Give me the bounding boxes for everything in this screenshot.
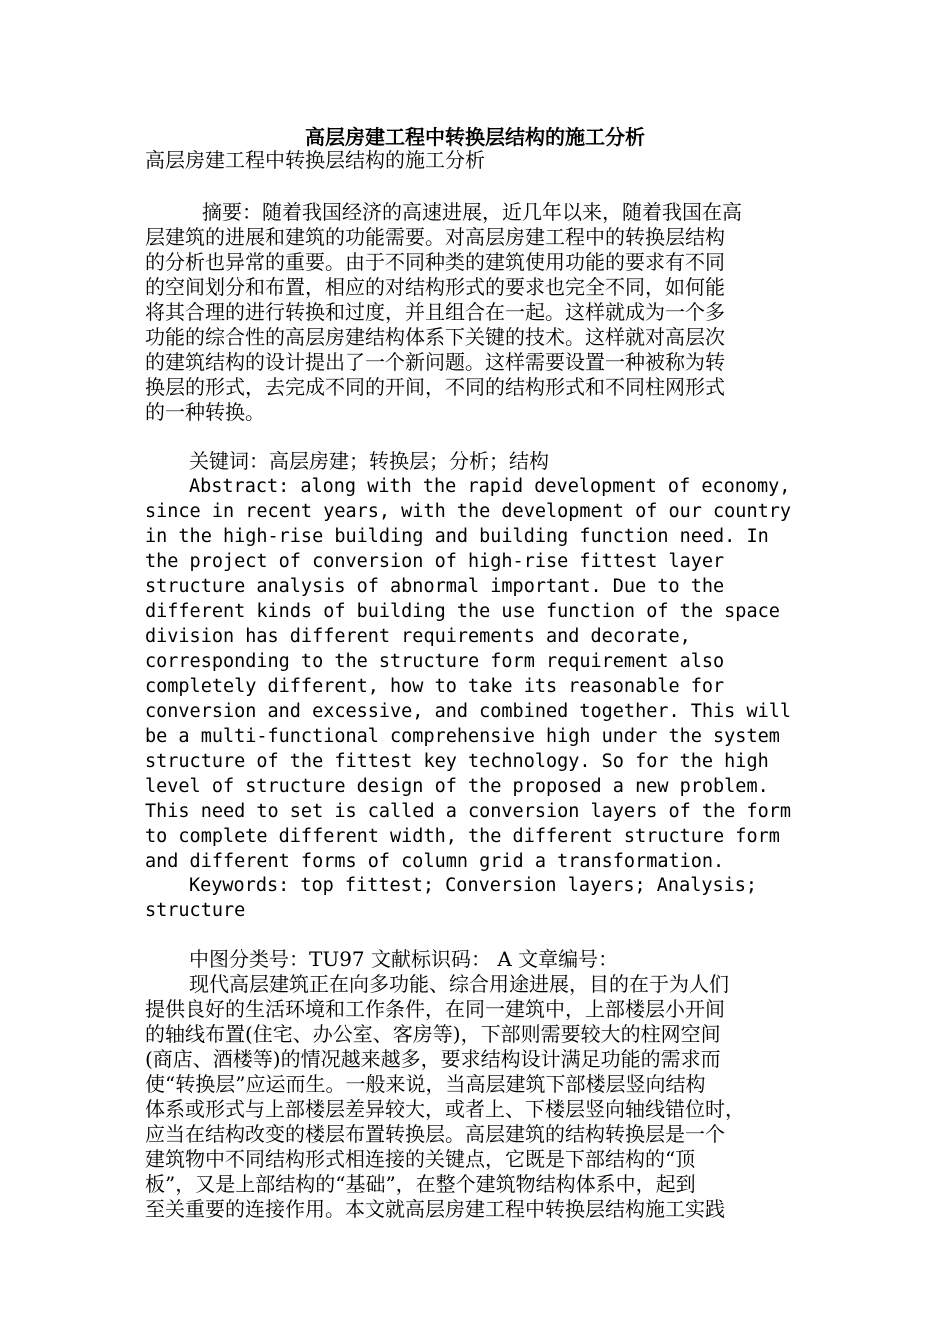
abstract-en-line: structure analysis of abnormal important. Due to the — [145, 576, 725, 597]
abstract-cn-line: 功能的综合性的高层房建结构体系下关键的技术。这样就对高层次 — [145, 325, 725, 349]
abstract-cn-line: 的分析也异常的重要。由于不同种类的建筑使用功能的要求有不同 — [145, 250, 725, 274]
body-cn-line: (商店、酒楼等)的情况越来越多，要求结构设计满足功能的需求而 — [145, 1047, 721, 1071]
body-cn-line: 建筑物中不同结构形式相连接的关键点，它既是下部结构的“顶 — [145, 1147, 696, 1171]
abstract-cn-line: 层建筑的进展和建筑的功能需要。对高层房建工程中的转换层结构 — [145, 225, 725, 249]
abstract-en-line: and different forms of column grid a transformation. — [145, 851, 725, 872]
body-cn-line: 的轴线布置(住宅、办公室、客房等)，下部则需要较大的柱网空间 — [145, 1022, 721, 1046]
body-cn-line: 提供良好的生活环境和工作条件，在同一建筑中，上部楼层小开间 — [145, 997, 725, 1021]
abstract-en-line: structure of the fittest key technology. So for the high — [145, 751, 769, 772]
body-cn-line: 使“转换层”应运而生。一般来说，当高层建筑下部楼层竖向结构 — [145, 1072, 706, 1096]
document-subtitle: 高层房建工程中转换层结构的施工分析 — [145, 148, 485, 172]
abstract-en-line: conversion and excessive, and combined together. This will — [145, 701, 792, 722]
abstract-en-line: division has different requirements and decorate, — [145, 626, 691, 647]
abstract-cn-line: 的建筑结构的设计提出了一个新问题。这样需要设置一种被称为转 — [145, 350, 725, 374]
abstract-cn-line: 将其合理的进行转换和过度，并且组合在一起。这样就成为一个多 — [145, 300, 725, 324]
abstract-cn-line: 的一种转换。 — [145, 400, 265, 424]
classification-line: 中图分类号：TU97 文献标识码： A 文章编号： — [189, 947, 619, 971]
keywords-en-line: structure — [145, 900, 246, 921]
abstract-cn-line: 的空间划分和布置，相应的对结构形式的要求也完全不同，如何能 — [145, 275, 725, 299]
keywords-en-line: Keywords: top fittest; Conversion layers; Analysis; — [189, 875, 758, 896]
abstract-en-line: corresponding to the structure form requirement also — [145, 651, 725, 672]
abstract-en-line: to complete different width, the different structure form — [145, 826, 780, 847]
abstract-cn-line: 摘要：随着我国经济的高速进展，近几年以来，随着我国在高 — [202, 200, 742, 224]
document-title: 高层房建工程中转换层结构的施工分析 — [305, 125, 645, 149]
keywords-cn: 关键词：高层房建；转换层；分析；结构 — [189, 449, 549, 473]
abstract-en-line: be a multi-functional comprehensive high under the system — [145, 726, 780, 747]
abstract-cn-line: 换层的形式，去完成不同的开间，不同的结构形式和不同柱网形式 — [145, 375, 725, 399]
abstract-en-line: completely different, how to take its reasonable for — [145, 676, 725, 697]
body-cn-line: 至关重要的连接作用。本文就高层房建工程中转换层结构施工实践 — [145, 1197, 725, 1221]
body-cn-line: 体系或形式与上部楼层差异较大，或者上、下楼层竖向轴线错位时， — [145, 1097, 745, 1121]
abstract-en-line: This need to set is called a conversion layers of the form — [145, 801, 792, 822]
abstract-en-line: different kinds of building the use function of the space — [145, 601, 780, 622]
abstract-en-line: level of structure design of the proposed a new problem. — [145, 776, 769, 797]
body-cn-line: 应当在结构改变的楼层布置转换层。高层建筑的结构转换层是一个 — [145, 1122, 725, 1146]
abstract-en-line: the project of conversion of high-rise fittest layer — [145, 551, 725, 572]
abstract-en-line: since in recent years, with the development of our country — [145, 501, 792, 522]
body-cn-line: 现代高层建筑正在向多功能、综合用途进展，目的在于为人们 — [189, 972, 729, 996]
abstract-en-line: Abstract: along with the rapid development of economy, — [189, 476, 791, 497]
body-cn-line: 板”，又是上部结构的“基础”，在整个建筑物结构体系中，起到 — [145, 1172, 696, 1196]
abstract-en-line: in the high-rise building and building function need. In — [145, 526, 769, 547]
